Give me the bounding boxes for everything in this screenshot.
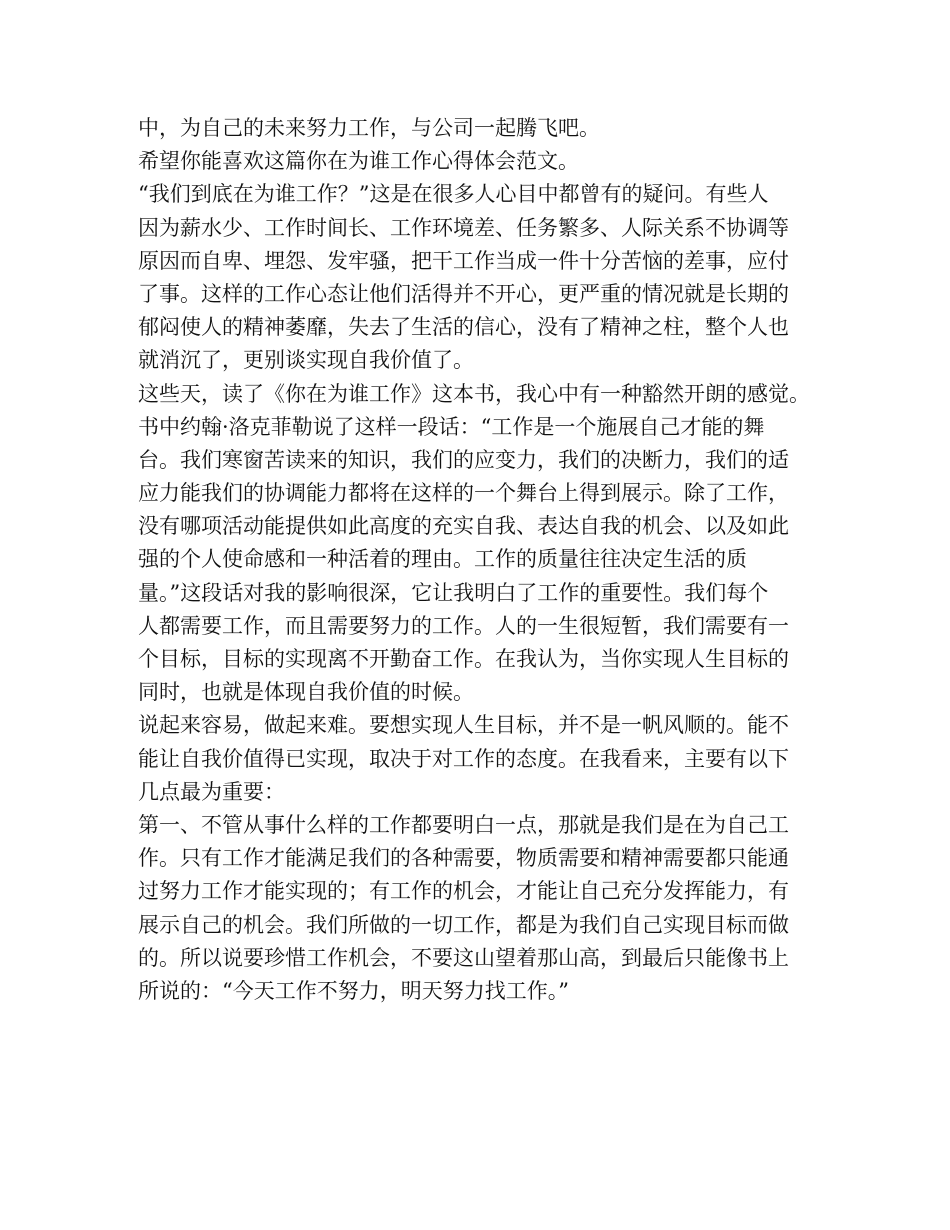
text-line: 所说的：“今天工作不努力，明天努力找工作。” (138, 978, 569, 1003)
text-line: 希望你能喜欢这篇你在为谁工作心得体会范文。 (138, 149, 579, 174)
text-line: 说起来容易，做起来难。要想实现人生目标，并不是一帆风顺的。能不 (138, 713, 789, 738)
text-line: 量。”这段话对我的影响很深，它让我明白了工作的重要性。我们每个 (138, 580, 769, 605)
text-line: 就消沉了，更别谈实现自我价值了。 (138, 348, 474, 373)
text-line: 几点最为重要： (138, 779, 285, 804)
text-line: 应力能我们的协调能力都将在这样的一个舞台上得到展示。除了工作， (138, 481, 789, 506)
text-line: 因为薪水少、工作时间长、工作环境差、任务繁多、人际关系不协调等 (138, 215, 789, 240)
body-text (138, 112, 828, 1008)
text-line: 中，为自己的未来努力工作，与公司一起腾飞吧。 (138, 116, 600, 140)
text-line: 没有哪项活动能提供如此高度的充实自我、表达自我的机会、以及如此 (138, 514, 789, 539)
text-line: 郁闷使人的精神萎靡，失去了生活的信心，没有了精神之柱，整个人也 (138, 315, 789, 340)
text-line: 了事。这样的工作心态让他们活得并不开心，更严重的情况就是长期的 (138, 281, 789, 306)
text-line: “我们到底在为谁工作？”这是在很多人心目中都曾有的疑问。有些人 (138, 182, 769, 207)
text-line: 人都需要工作，而且需要努力的工作。人的一生很短暂，我们需要有一 (138, 613, 789, 638)
text-line: 能让自我价值得已实现，取决于对工作的态度。在我看来，主要有以下 (138, 746, 789, 771)
text-line: 强的个人使命感和一种活着的理由。工作的质量往往决定生活的质 (138, 547, 747, 572)
text-line: 台。我们寒窗苦读来的知识，我们的应变力，我们的决断力，我们的适 (138, 447, 789, 472)
text-line: 展示自己的机会。我们所做的一切工作，都是为我们自己实现目标而做 (138, 912, 789, 937)
text-line: 书中约翰·洛克菲勒说了这样一段话：“工作是一个施展自己才能的舞 (138, 414, 765, 439)
text-line: 个目标，目标的实现离不开勤奋工作。在我认为，当你实现人生目标的 (138, 647, 789, 671)
text-line: 原因而自卑、埋怨、发牢骚，把干工作当成一件十分苦恼的差事，应付 (138, 248, 789, 273)
text-line: 的。所以说要珍惜工作机会，不要这山望着那山高，到最后只能像书上 (138, 945, 789, 970)
text-line: 过努力工作才能实现的；有工作的机会，才能让自己充分发挥能力，有 (138, 879, 789, 904)
text-line: 作。只有工作才能满足我们的各种需要，物质需要和精神需要都只能通 (138, 846, 789, 871)
text-line: 这些天，读了《你在为谁工作》这本书，我心中有一种豁然开朗的感觉。 (138, 381, 810, 406)
text-line: 第一、不管从事什么样的工作都要明白一点，那就是我们是在为自己工 (138, 812, 789, 837)
text-line: 同时，也就是体现自我价值的时候。 (138, 680, 474, 705)
